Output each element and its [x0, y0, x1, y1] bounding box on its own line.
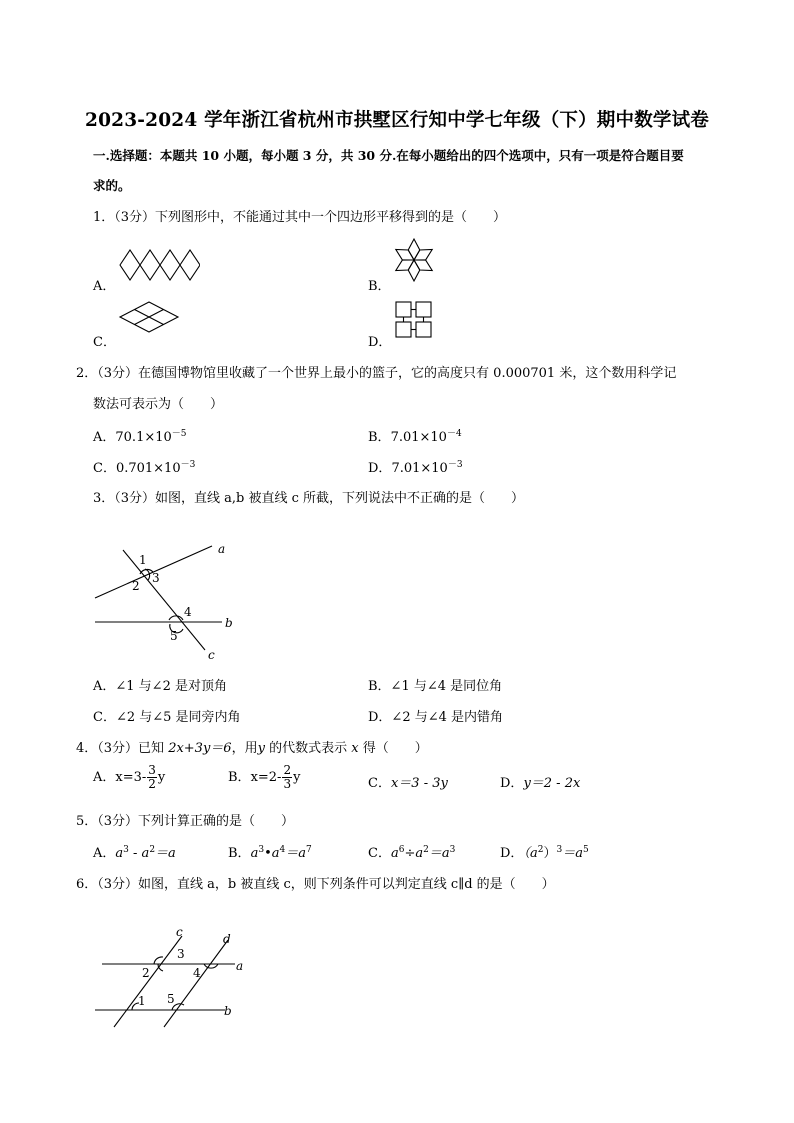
q4-option-d: D．y＝2 - 2x — [500, 776, 581, 791]
q3-option-c: C．∠2 与∠5 是同旁内角 — [93, 710, 241, 725]
q2-option-c: C．$0.701\times 10^{-3}$ — [93, 460, 196, 476]
q3-angle-1: 1 — [139, 553, 147, 567]
rhombus-grid-icon — [118, 300, 180, 334]
q1-option-d-label: D． — [368, 335, 392, 350]
section-header-line1: 一.选择题：本题共 10 小题，每小题 3 分，共 30 分.在每小题给出的四个选项中，只有一项是符合题目要 — [93, 148, 684, 163]
q3-angle-5: 5 — [170, 629, 178, 643]
q3-label-a: a — [218, 542, 226, 556]
q6-figure — [90, 923, 260, 1033]
q4-option-b: B．x=2- $\frac{2}{3}$ y — [228, 763, 301, 791]
q3-label-c: c — [208, 648, 215, 662]
q6-angle-1: 1 — [138, 994, 146, 1008]
q3-figure — [90, 538, 250, 662]
page-title: 2023-2024 学年浙江省杭州市拱墅区行知中学七年级（下）期中数学试卷 — [85, 110, 709, 131]
section-header-line2: 求的。 — [93, 178, 131, 193]
q1-option-a-label: A． — [93, 279, 116, 294]
question-6-stem: 6．（3分）如图，直线 a，b 被直线 c，则下列条件可以判定直线 c∥d 的是（ ） — [76, 877, 555, 892]
q3-label-b: b — [225, 616, 233, 630]
q6-angle-arc — [204, 964, 218, 968]
q1-option-c-label: C． — [93, 335, 116, 350]
q6-line-c — [114, 936, 182, 1027]
rhombus-chain-icon — [118, 247, 200, 283]
square-grid-icon — [394, 300, 434, 340]
question-1-stem: 1．（3分）下列图形中，不能通过其中一个四边形平移得到的是（ ） — [93, 210, 507, 225]
q5-option-a: A．$a^3 - a^2=a$ — [93, 845, 176, 861]
six-rhombus-star-icon — [389, 234, 439, 286]
q6-line-d — [164, 940, 228, 1027]
q6-label-b: b — [224, 1004, 232, 1018]
q3-angle-4: 4 — [184, 605, 192, 619]
question-4-stem: 4．（3分）已知 2x+3y＝6，用y 的代数式表示 x 得（ ） — [76, 741, 428, 756]
q3-angle-3: 3 — [152, 571, 160, 585]
q2-option-b: B．$7.01\times 10^{-4}$ — [368, 429, 462, 445]
q4-option-c: C．x＝3 - 3y — [368, 776, 448, 791]
q6-angle-2: 2 — [142, 966, 150, 980]
q3-option-d: D．∠2 与∠4 是内错角 — [368, 710, 504, 725]
q6-angle-5: 5 — [167, 992, 175, 1006]
question-5-stem: 5．（3分）下列计算正确的是（ ） — [76, 814, 295, 829]
question-3-stem: 3．（3分）如图，直线 a,b 被直线 c 所截，下列说法中不正确的是（ ） — [93, 491, 525, 506]
q6-label-a: a — [236, 959, 244, 973]
q2-option-d: D．$7.01\times 10^{-3}$ — [368, 460, 463, 476]
question-2-stem-line2: 数法可表示为（ ） — [93, 397, 224, 412]
q6-label-c: c — [176, 925, 183, 939]
q5-option-d: D．$(a^2)^3=a^5$ — [500, 845, 589, 861]
question-2-stem-line1: 2．（3分）在德国博物馆里收藏了一个世界上最小的篮子，它的高度只有 0.000701 米，这个数用科学记 — [76, 366, 677, 381]
q3-option-a: A．∠1 与∠2 是对顶角 — [93, 679, 227, 694]
q6-angle-3: 3 — [177, 947, 185, 961]
q3-line-c — [123, 550, 205, 650]
q1-option-b-label: B． — [368, 279, 391, 294]
q3-option-b: B．∠1 与∠4 是同位角 — [368, 679, 503, 694]
q4-option-a: A．x=3- $\frac{3}{2}$ y — [93, 763, 166, 791]
q3-angle-2: 2 — [132, 579, 140, 593]
q6-angle-4: 4 — [193, 966, 201, 980]
q6-label-d: d — [223, 932, 231, 946]
q5-option-c: C．$a^6\div a^2=a^3$ — [368, 845, 456, 861]
q5-option-b: B．$a^3•a^4=a^7$ — [228, 845, 312, 861]
q2-option-a: A．$70.1\times 10^{-5}$ — [93, 429, 187, 445]
q3-angle-arc — [169, 616, 183, 620]
